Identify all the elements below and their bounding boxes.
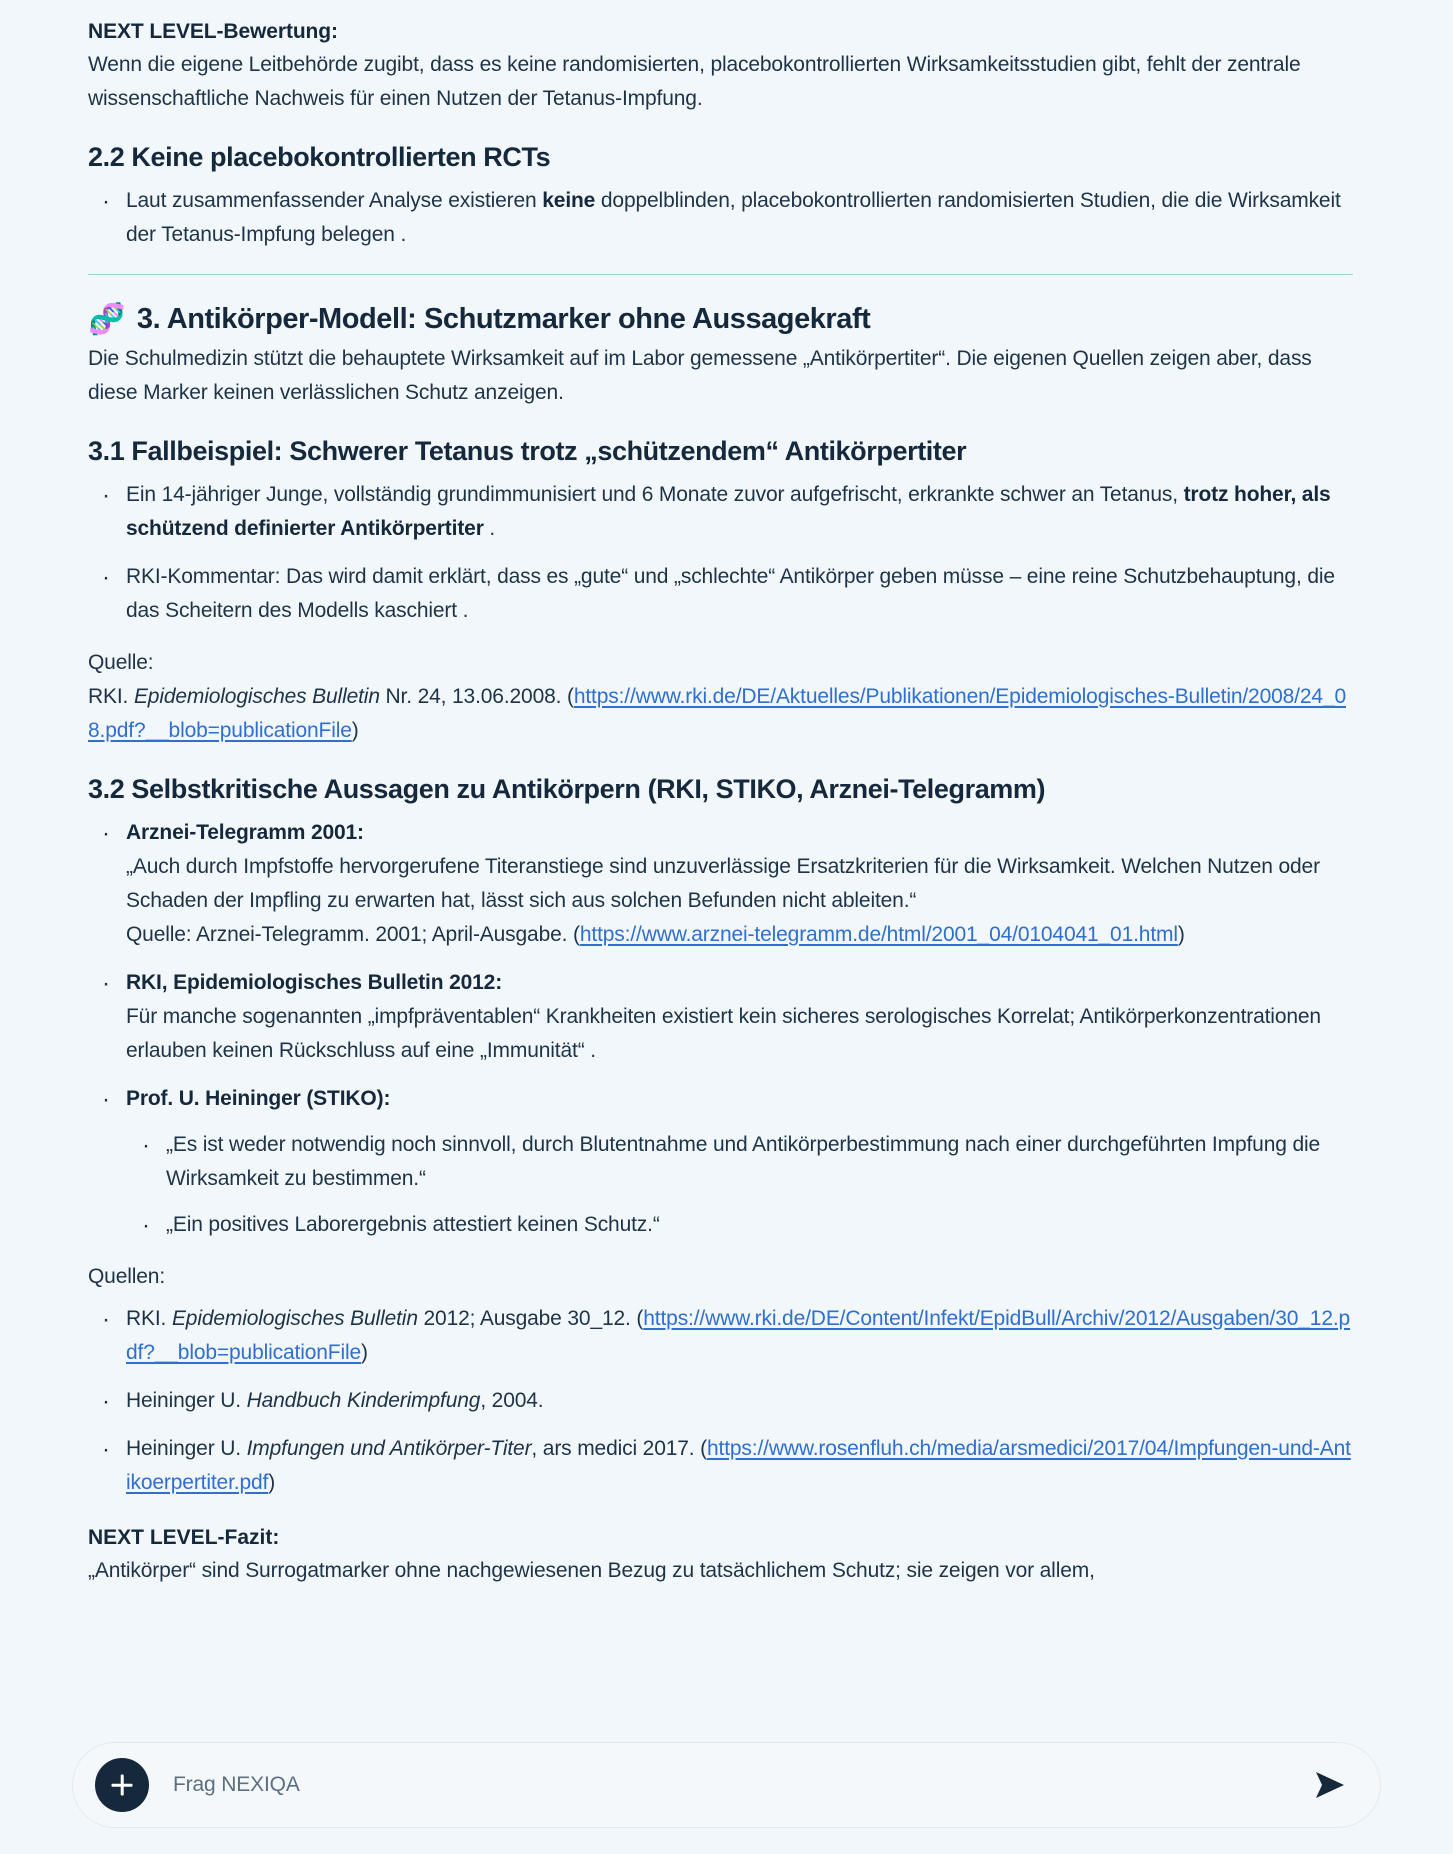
source-italic: Epidemiologisches Bulletin (171, 1306, 418, 1330)
chat-input[interactable] (171, 1772, 1286, 1798)
section-divider (88, 274, 1353, 275)
list-item (88, 1302, 1353, 1370)
section-3-2-list (88, 816, 1353, 1242)
list-item (88, 816, 1353, 952)
source-mid: , 2004. (480, 1388, 544, 1412)
send-button[interactable] (1308, 1763, 1352, 1807)
bullet-text-post: doppelblinden, placebokontrollierten randomisierten Studien, die die Wirksamkeit der Tetanus-Impfung belegen . (126, 188, 1341, 246)
source-prefix: RKI. (88, 685, 134, 709)
item-quote: Für manche sogenannten „impfpräventablen“ Krankheiten existiert kein sicheres serologisches Korrelat; Antikörperkonzentrationen erlauben keinen Rückschluss auf eine „Immunität“ . (126, 1004, 1321, 1062)
quelle-label: Quelle: (88, 651, 154, 674)
source-mid: , ars medici 2017. ( (531, 1436, 707, 1460)
source-italic: Handbuch Kinderimpfung (246, 1388, 481, 1412)
source-italic: Impfungen und Antikörper-Titer (246, 1436, 532, 1460)
source-prefix: Heininger U. (126, 1436, 247, 1460)
item-quote: „Auch durch Impfstoffe hervorgerufene Titeranstiege sind unzuverlässige Ersatzkriterien für die Wirksamkeit. Welchen Nutzen oder Schaden der Impfling zu erwarten hat, lässt sich aus solchen Befunden nicht ableiten.“ (126, 854, 1320, 912)
source-mid: Nr. 24, 13.06.2008. ( (379, 685, 574, 709)
list-item (88, 1432, 1353, 1500)
composer-area (0, 1708, 1453, 1854)
fazit-text: „Antikörper“ sind Surrogatmarker ohne nachgewiesenen Bezug zu tatsächlichem Schutz; sie zeigen vor allem, (88, 1558, 1095, 1582)
source-suffix: ) (361, 1340, 368, 1364)
bullet-text-pre: Ein 14-jähriger Junge, vollständig grundimmunisiert und 6 Monate zuvor aufgefrischt, erkrankte schwer an Tetanus, (126, 482, 1184, 506)
list-item: · RKI-Kommentar: Das wird damit erklärt, dass es „gute“ und „schlechte“ Antikörper geben müsse – eine reine Schutzbehauptung, die das Scheitern des Modells kaschiert . (88, 560, 1353, 628)
heading-3 (88, 301, 1353, 339)
section-3-paragraph: Die Schulmedizin stützt die behauptete Wirksamkeit auf im Labor gemessene „Antikörpertiter“. Die eigenen Quellen zeigen aber, dass diese Marker keinen verlässlichen Schutz anzeigen. (88, 347, 1312, 405)
source-suffix: ) (268, 1470, 276, 1494)
item-title: · Arznei-Telegramm 2001: (126, 820, 364, 844)
source-prefix: RKI. (126, 1306, 172, 1330)
send-arrow-icon (1313, 1770, 1347, 1800)
item-title: · Prof. U. Heininger (STIKO): (126, 1086, 391, 1110)
source-suffix: ) (351, 719, 359, 743)
list-item (88, 1082, 1353, 1242)
source-link[interactable]: https://www.rosenfluh.ch/media/arsmedici/2017/04/Impfungen-und-Antikoerpertiter.pdf (126, 1436, 1351, 1494)
heininger-quote-list (126, 1128, 1353, 1242)
plus-icon[interactable] (95, 1758, 149, 1812)
heading-2-2: 2.2 Keine placebokontrollierten RCTs (88, 141, 551, 172)
bullet-text-pre: Laut zusammenfassender Analyse existieren (126, 188, 543, 212)
list-item (88, 184, 1353, 252)
bullet-text-bold: trotz hoher, als schützend definierter Antikörpertiter (126, 482, 1331, 540)
source-prefix: Quelle: Arznei-Telegramm. 2001; April-Ausgabe. ( (126, 922, 580, 946)
next-level-fazit-label: NEXT LEVEL-Fazit: (88, 1525, 280, 1549)
quellen-label: Quellen: (88, 1264, 166, 1288)
sources-list (88, 1302, 1353, 1500)
source-suffix: ) (1177, 922, 1185, 946)
source-citation (88, 680, 1353, 748)
heading-3-1: 3.1 Fallbeispiel: Schwerer Tetanus trotz „schützendem“ Antikörpertiter (88, 436, 967, 467)
list-item: · „Ein positives Laborergebnis attestiert keinen Schutz.“ (126, 1208, 1353, 1242)
list-item (88, 478, 1353, 546)
list-item (88, 966, 1353, 1068)
source-link[interactable]: https://www.rki.de/DE/Content/Infekt/EpidBull/Archiv/2012/Ausgaben/30_12.pdf?__blob=publicationFile (126, 1306, 1351, 1364)
section-2-2-list (88, 184, 1353, 252)
source-link[interactable]: https://www.arznei-telegramm.de/html/2001_04/0104041_01.html (579, 922, 1178, 946)
source-prefix: Heininger U. (126, 1388, 247, 1412)
intro-paragraph: Wenn die eigene Leitbehörde zugibt, dass es keine randomisierten, placebokontrollierten Wirksamkeitsstudien gibt, fehlt der zentrale wissenschaftliche Nachweis für einen Nutzen der Tetanus-Impfung. (88, 52, 1301, 110)
bullet-text-post: . (483, 516, 496, 540)
dna-icon: 🧬 (88, 303, 125, 337)
item-title: · RKI, Epidemiologisches Bulletin 2012: (126, 970, 503, 994)
list-item: · „Es ist weder notwendig noch sinnvoll, durch Blutentnahme und Antikörperbestimmung nach einer durchgeführten Impfung die Wirksamkeit zu bestimmen.“ (126, 1128, 1353, 1196)
heading-3-text: 3. Antikörper-Modell: Schutzmarker ohne Aussagekraft (136, 302, 871, 335)
source-link[interactable]: https://www.rki.de/DE/Aktuelles/Publikationen/Epidemiologisches-Bulletin/2008/24_08.pdf?__blob=publicationFile (88, 685, 1346, 743)
source-italic: Epidemiologisches Bulletin (133, 685, 380, 709)
next-level-bewertung-label: NEXT LEVEL-Bewertung: (88, 20, 338, 43)
section-3-1-list (88, 478, 1353, 628)
message-composer[interactable] (72, 1742, 1381, 1828)
bullet-text-bold: keine (542, 188, 596, 212)
item-source (126, 918, 1353, 952)
source-mid: 2012; Ausgabe 30_12. ( (417, 1306, 644, 1330)
heading-3-2: 3.2 Selbstkritische Aussagen zu Antikörpern (RKI, STIKO, Arznei-Telegramm) (88, 774, 1046, 805)
list-item (88, 1384, 1353, 1418)
